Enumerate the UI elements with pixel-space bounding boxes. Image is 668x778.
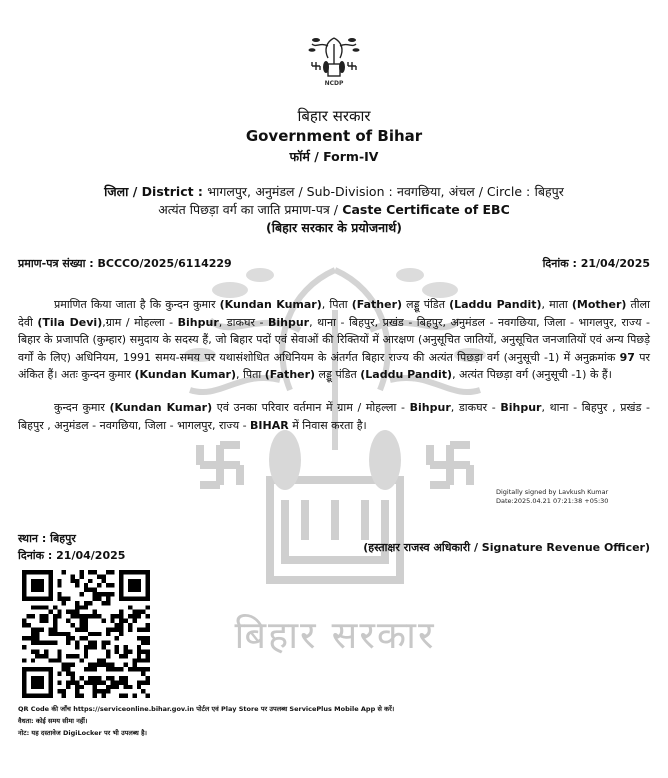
- emblem-label: NCDP: [324, 80, 344, 87]
- certificate-date: [543, 256, 650, 271]
- note-qr-verification: QR Code की जाँच https://serviceonline.bihar.gov.in पोर्टल एवं Play Store पर उपलब्ध ServicePlus Mobile App से करें।: [18, 705, 395, 713]
- title-hindi: अत्यंत पिछड़ा वर्ग का जाति प्रमाण-पत्र /: [158, 202, 338, 217]
- certificate-date-value: 21/04/2025: [580, 257, 650, 270]
- district-value: भागलपुर,: [207, 184, 252, 199]
- header-hindi: बिहार सरकार: [297, 107, 371, 125]
- location-line: [0, 183, 668, 200]
- header-english: Government of Bihar: [245, 127, 423, 145]
- watermark-text: बिहार सरकार: [234, 613, 436, 657]
- digital-signature-line-2: Date:2025.04.21 07:21:38 +05:30: [496, 497, 609, 505]
- district-label: जिला / District :: [104, 184, 203, 199]
- certificate-number: [18, 256, 232, 271]
- digital-signature-line-1: Digitally signed by Lavkush Kumar: [496, 488, 609, 496]
- note-validity: वैधता: कोई समय सीमा नहीं।: [18, 717, 88, 725]
- circle-value: बिहपुर: [534, 184, 564, 199]
- certificate-date-label: दिनांक :: [542, 257, 577, 270]
- circle-label: अंचल / Circle :: [448, 184, 531, 199]
- certificate-number-label: प्रमाण-पत्र संख्या :: [18, 257, 94, 270]
- certificate-paragraph-1: प्रमाणित किया जाता है कि कुन्दन कुमार (Kundan Kumar), पिता (Father) लड्डू पंडित (Laddu Pandit), माता (Mother) तीला देवी (Tila Devi),ग्राम / मोहल्ला - Bihpur, डाकघर - Bihpur, थाना - बिहपुर, प्रखंड - बिहपुर, अनुमंडल - नवगछिया, जिला - भागलपुर, राज्य - बिहार के प्रजापति (कुम्हार) समुदाय के सदस्य हैं, जो बिहार पदों एवं सेवाओं की रिक्तियों में आरक्षण (अनुसूचित जातियों, अनुसूचित जनजातियों एवं अन्य पिछड़े वर्गों के लिए) अधिनियम, 1991 समय-समय पर यथासंशोधित अधिनियम के अंतर्गत बिहार राज्य की अत्यंत पिछड़ा वर्ग (अनुसूची -1) में अनुक्रमांक 97 पर अंकित हैं। अतः कुन्दन कुमार (Kundan Kumar), पिता (Father) लड्डू पंडित (Laddu Pandit), अत्यंत पिछड़ा वर्ग (अनुसूची -1) के हैं।: [18, 298, 651, 382]
- title-purpose: (बिहार सरकार के प्रयोजनार्थ): [266, 220, 402, 235]
- certificate-title: [0, 201, 668, 218]
- signature-label: (हस्ताक्षर राजस्व अधिकारी / Signature Revenue Officer): [363, 541, 650, 554]
- subdivision-value: नवगछिया,: [397, 184, 445, 199]
- digital-signature: [496, 488, 608, 506]
- subdivision-label: अनुमंडल / Sub-Division :: [255, 184, 393, 199]
- certificate-number-value: BCCCO/2025/6114229: [97, 257, 232, 270]
- issue-date: दिनांक : 21/04/2025: [18, 549, 126, 562]
- form-title: फॉर्म / Form-IV: [289, 149, 379, 164]
- title-english: Caste Certificate of EBC: [342, 202, 510, 217]
- state-emblem-icon: [306, 34, 362, 94]
- certificate-paragraph-2: कुन्दन कुमार (Kundan Kumar) एवं उनका परिवार वर्तमान में ग्राम / मोहल्ला - Bihpur, डाकघर - Bihpur, थाना - बिहपुर , प्रखंड - बिहपुर , अनुमंडल - नवगछिया, जिला - भागलपुर, राज्य - BIHAR में निवास करता है।: [18, 401, 650, 432]
- note-digilocker: नोट: यह दस्तावेज DigiLocker पर भी उपलब्ध है।: [18, 729, 147, 737]
- qr-code-icon: [22, 570, 150, 698]
- place-of-issue: स्थान : बिहपुर: [18, 532, 76, 545]
